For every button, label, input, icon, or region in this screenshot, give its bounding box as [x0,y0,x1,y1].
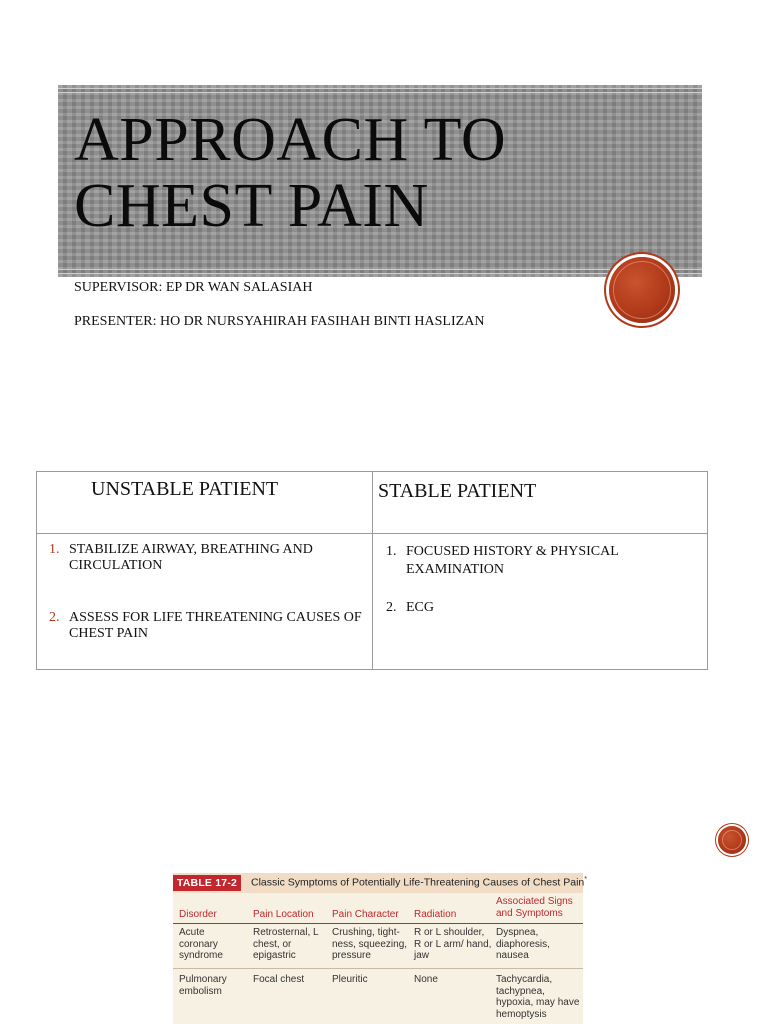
supervisor-line: SUPERVISOR: EP DR WAN SALASIAH [74,280,313,295]
list-item [386,543,686,579]
decorative-circle-icon [718,826,746,854]
textbook-table-title-text: Classic Symptoms of Potentially Life-Threatening Causes of Chest Pain [251,876,585,889]
table-tag: TABLE 17-2 [173,875,241,891]
banner-rule [58,88,702,89]
stable-steps-cell [373,534,707,669]
unstable-header: UNSTABLE PATIENT [91,478,279,500]
title-banner [58,85,702,277]
step-number: 2. [386,600,397,615]
stable-steps-list [386,543,686,617]
textbook-table-title [251,876,587,889]
banner-rule [58,92,702,93]
textbook-table-image [173,873,587,1024]
step-number: 1. [49,542,60,557]
step-text: ASSESS FOR LIFE THREATENING CAUSES OF CHEST PAIN [69,610,362,641]
table-cell: Pleuritic [332,974,368,985]
step-number: 1. [386,544,397,559]
banner-rule [58,273,702,274]
step-text: STABILIZE AIRWAY, BREATHING AND CIRCULATION [69,542,313,573]
step-number: 2. [49,610,60,625]
column-header-disorder: Disorder [179,909,217,920]
presenter-line: PRESENTER: HO DR NURSYAHIRAH FASIHAH BINTI HASLIZAN [74,314,485,329]
decorative-circle-icon [609,257,675,323]
table-cell: R or L shoulder, R or L arm/ hand, jaw [414,927,492,961]
list-item [49,542,369,574]
list-item [49,610,369,642]
column-header-pain-location: Pain Location [253,909,314,920]
table-cell: None [414,974,438,985]
banner-rule [58,269,702,270]
slide-title-line-2: CHEST PAIN [74,172,429,240]
table-cell: Retrosternal, L chest, or epigastric [253,927,319,961]
table-cell: Acute coronary syndrome [179,927,223,961]
textbook-table-header-bar [173,873,587,893]
column-header-associated-signs: Associated Signs and Symptoms [496,896,573,919]
slide-title [74,107,506,239]
step-text: ECG [406,600,434,615]
stable-header-cell [373,472,707,534]
unstable-steps-cell [37,534,373,669]
step-text: FOCUSED HISTORY & PHYSICAL EXAMINATION [406,544,619,577]
slide-title-line-1: APPROACH TO [74,106,507,174]
table-cell: Pulmonary embolism [179,974,227,997]
unstable-steps-list [49,542,369,642]
table-rule [173,968,583,969]
patient-approach-table [36,471,708,670]
stable-header: STABLE PATIENT [378,480,537,502]
footnote-mark: * [584,876,587,883]
unstable-header-cell [37,472,373,534]
table-cell: Dyspnea, diaphoresis, nausea [496,927,550,961]
column-header-radiation: Radiation [414,909,457,920]
column-header-pain-character: Pain Character [332,909,399,920]
table-cell: Focal chest [253,974,305,985]
table-cell: Tachycardia, tachypnea, hypoxia, may have hemoptysis [496,974,580,1020]
list-item [386,599,686,617]
table-rule [173,923,583,924]
table-cell: Crushing, tight-ness, squeezing, pressure [332,927,408,961]
